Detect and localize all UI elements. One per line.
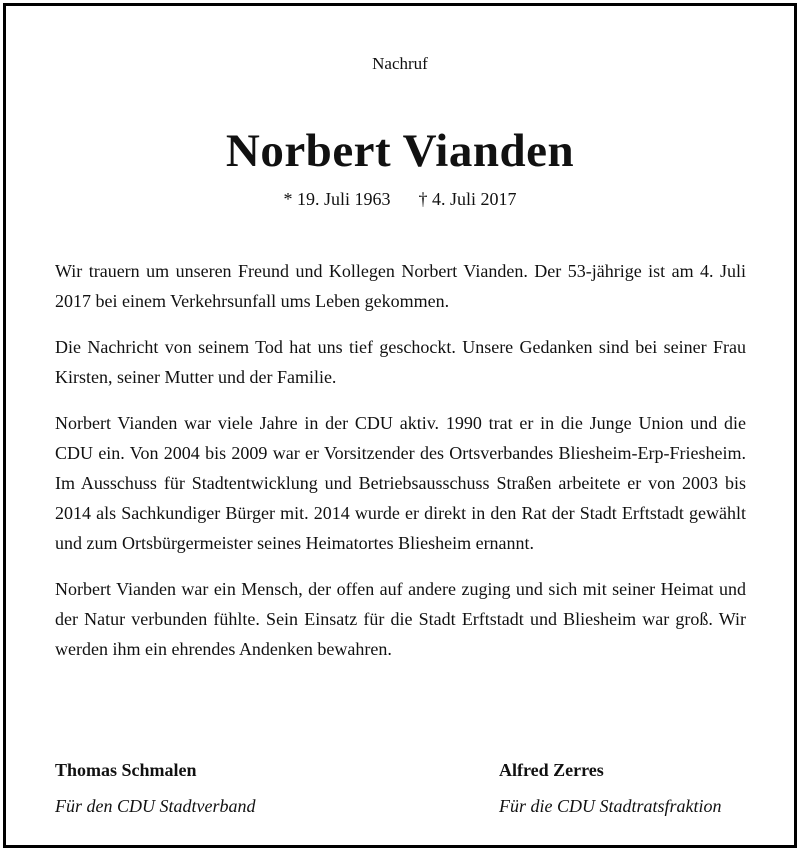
deceased-name: Norbert Vianden xyxy=(225,125,575,177)
birth-date: * 19. Juli 1963 xyxy=(283,189,391,209)
paragraph: Norbert Vianden war viele Jahre in der CDU aktiv. 1990 trat er in die Junge Union und die CDU ein. Von 2004 bis 2009 war er Vorsitzender des Ortsverbandes Bliesheim-Erp-Friesheim. Im Ausschuss für Stadtentwicklung und Betriebsausschuss Straßen arbeitete er von 2003 bis 2014 als Sachkundiger Bürger mit. 2014 wurde er direkt in den Rat der Stadt Erftstadt gewählt und zum Ortsbürgermeister seines Heimatortes Bliesheim ernannt. xyxy=(55,413,746,553)
paragraph: Norbert Vianden war ein Mensch, der offen auf andere zuging und sich mit seiner Heimat und der Natur verbunden fühlte. Sein Einsatz für die Stadt Erftstadt und Bliesheim war groß. Wir werden ihm ein ehrendes Andenken bewahren. xyxy=(55,579,746,659)
obituary-body xyxy=(55,256,746,680)
paragraph: Wir trauern um unseren Freund und Kollegen Norbert Vianden. Der 53-jährige ist am 4. Juli 2017 bei einem Verkehrsunfall ums Leben gekommen. xyxy=(55,261,746,311)
signatory-role: Für den CDU Stadtverband xyxy=(55,796,256,816)
signature-left xyxy=(55,752,255,824)
life-dates xyxy=(6,189,794,210)
signatory-name: Thomas Schmalen xyxy=(55,760,197,780)
signatory-name: Alfred Zerres xyxy=(499,760,604,780)
notice-heading: Nachruf xyxy=(372,54,428,73)
signatory-role: Für die CDU Stadtratsfraktion xyxy=(499,796,722,816)
obituary-notice xyxy=(3,3,797,848)
death-date: † 4. Juli 2017 xyxy=(418,189,517,209)
signature-right xyxy=(499,752,722,824)
paragraph: Die Nachricht von seinem Tod hat uns tief geschockt. Unsere Gedanken sind bei seiner Frau Kirsten, seiner Mutter und der Familie. xyxy=(55,337,746,387)
